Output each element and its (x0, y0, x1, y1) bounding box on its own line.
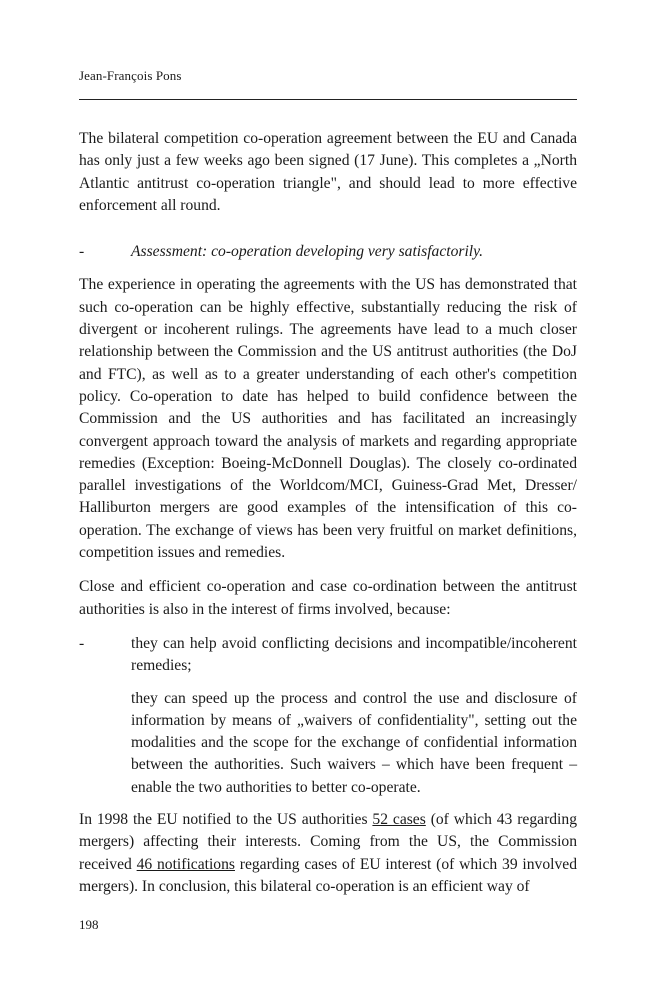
paragraph-canada-agreement: The bilateral competition co-operation agreement between the EU and Canada has only just a few weeks ago been signed (17 June). This completes a „North Atlantic antitrust co-operation triangle", and should lead to more effective enforcement all round. (79, 130, 577, 214)
notifications-underlined: 46 notifications (136, 855, 235, 873)
paragraph-us-experience: The experience in operating the agreements with the US has demonstrated that such co-operation can be highly effective, substantially reducing the risk of divergent or incoherent rulings. The agreements have lead to a much closer relationship between the Commission and the US antitrust authorities (the DoJ and FTC), as well as to a greater understanding of each other's competition policy. Co-operation to date has helped to build confidence between the Commission and the US authorities and has facilitated an increasingly convergent approach toward the analysis of markets and regarding appropriate remedies (Exception: Boeing-McDonnell Douglas). The closely co-ordinated parallel investigations of the Worldcom/MCI, Guiness-Grad Met, Dresser/ Halliburton mergers are good examples of the intensification of this co-operation. The exchange of views has been very fruitful on market definitions, competition issues and remedies. (79, 276, 577, 562)
cases-underlined: 52 cases (372, 811, 426, 829)
list-item (79, 688, 577, 799)
paragraph-notifications (79, 809, 577, 898)
bullet-dash: - (79, 634, 85, 652)
notifications-text-2: (of which 43 regarding mergers) affecting their interests. Coming from the US, the Commission received (79, 811, 577, 873)
list-item (79, 633, 577, 678)
page-number: 198 (79, 917, 99, 932)
bullet-avoid-conflicts: they can help avoid conflicting decisions and incompatible/incoherent remedies; (131, 634, 577, 675)
assessment-text: Assessment: co-operation developing very satisfactorily. (131, 243, 484, 261)
notifications-text-3: regarding cases of EU interest (of which 39 involved mergers). In conclusion, this bilateral co-operation is an efficient way of (79, 855, 577, 895)
bullet-speed-up: they can speed up the process and control the use and disclosure of information by means of „waivers of confidentiality", setting out the modalities and the scope for the exchange of confidential information between the authorities. Such waivers – which have been frequent – enable the two authorities to better co-operate. (131, 689, 577, 796)
running-head: Jean-François Pons (79, 68, 182, 83)
body-text (79, 128, 577, 910)
paragraph-firms-interest: Close and efficient co-operation and case co-ordination between the antitrust authorities is also in the interest of firms involved, because: (79, 578, 577, 618)
notifications-text-1: In 1998 the EU notified to the US authorities (79, 811, 373, 829)
header-rule (79, 99, 577, 100)
assessment-heading (79, 241, 577, 263)
assessment-dash: - (79, 243, 85, 261)
